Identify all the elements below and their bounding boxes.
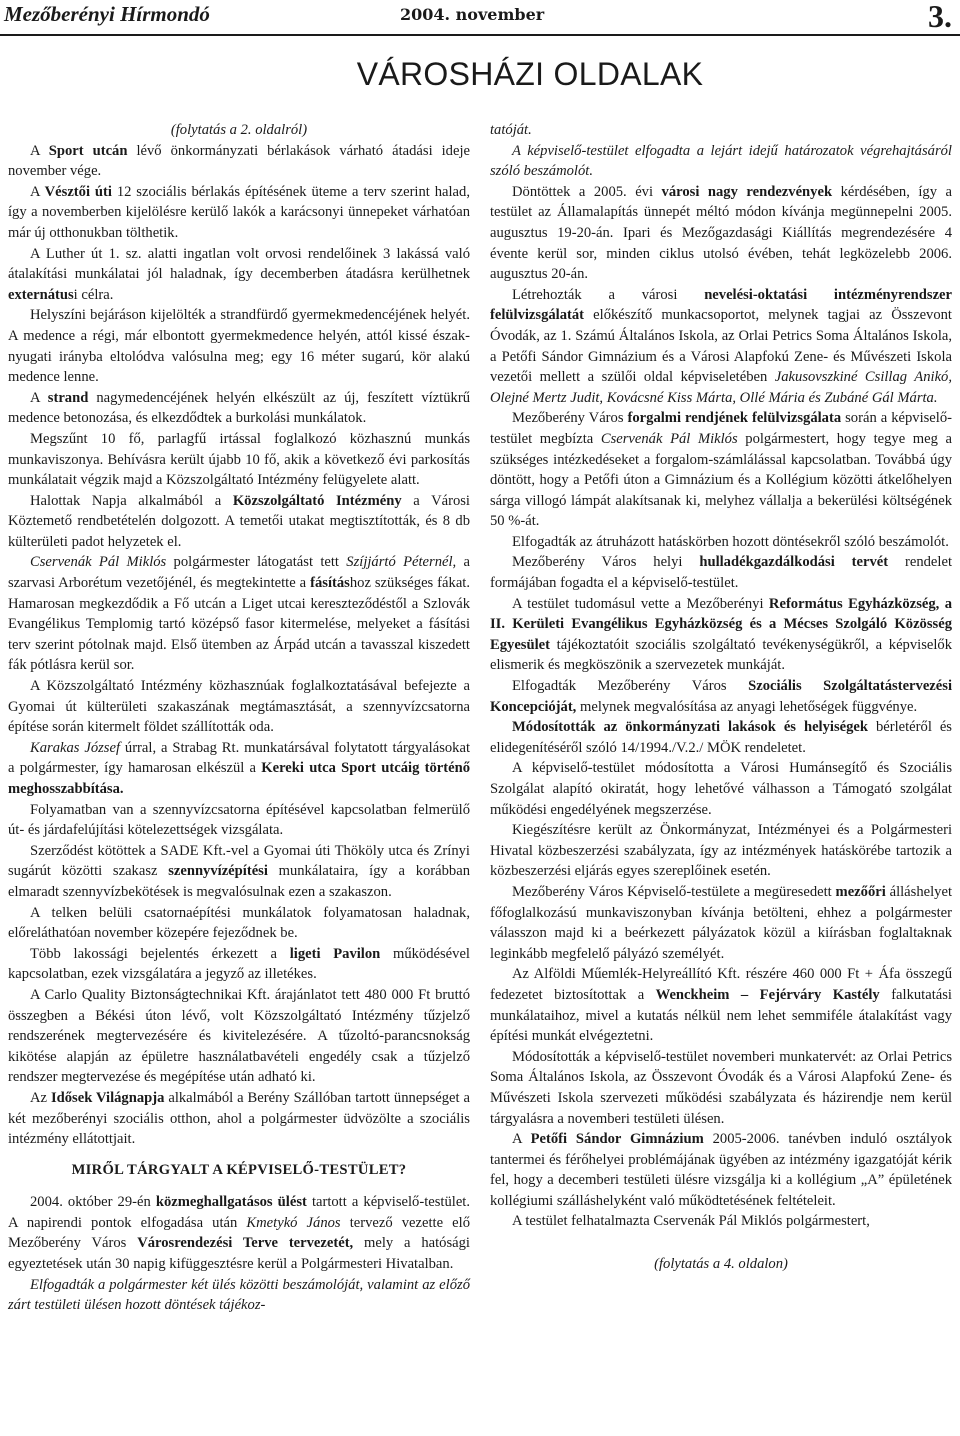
paragraph bbox=[8, 903, 470, 944]
paragraph bbox=[490, 1047, 952, 1129]
paragraph bbox=[8, 1192, 470, 1274]
bold-run: közmeghallgatásos ülést bbox=[155, 1194, 307, 1211]
bold-run: Wenckheim – Fejérváry Kastély bbox=[655, 986, 880, 1003]
text-run: úrral, a Strabag Rt. munkatársával folytatott tárgyalásokat a polgármester, így hamarosan elkészül a bbox=[8, 739, 470, 777]
italic-run: tatóját. bbox=[490, 122, 532, 138]
text-run: a Városi Köztemető rendbetételén dolgozott. A temetői utakat megtisztították, és 8 db külterületi padot helyzetek el. bbox=[8, 492, 470, 550]
bold-run: Református Egyházközség, a II. Kerületi Evangélikus Egyházközség és a Mécses Szolgáló Közösség Egyesület bbox=[490, 595, 952, 653]
bold-run: fásítás bbox=[310, 575, 350, 592]
italic-run: Kmetykó János bbox=[246, 1214, 341, 1231]
paragraph bbox=[490, 882, 952, 964]
paragraph bbox=[490, 120, 952, 141]
continuation-note bbox=[490, 1254, 952, 1275]
text-run: A bbox=[512, 1131, 531, 1148]
text-run: mely a hatósági egyeztetések után 30 napig kifüggesztésre kerül a Polgármesteri Hivatalban. bbox=[8, 1235, 470, 1273]
text-run: A Luther út 1. sz. alatti ingatlan volt orvosi rendelőinek 3 lakássá való átalakítási munkálatai jól haladnak, így decemberben átadásra kerülhetnek bbox=[8, 245, 470, 283]
paragraph bbox=[8, 738, 470, 800]
paragraph bbox=[490, 141, 952, 182]
paragraph bbox=[8, 305, 470, 387]
bold-run: Városrendezési Terve tervezetét, bbox=[137, 1235, 354, 1252]
text-run: tartott a képviselő-testület. A napirendi pontok elfogadása után bbox=[8, 1194, 470, 1231]
bold-run: Idősek Világnapja bbox=[50, 1089, 165, 1106]
text-run: Megszűnt 10 fő, parlagfű irtással foglalkozó közhasznú munkás munkaviszonya. Behívásra került újabb 10 fő, akik a következő évi parkosítás munkálatait végzik majd a Közszolgáltató Intézmény felügyelete alatt. bbox=[8, 430, 470, 489]
paragraph bbox=[8, 985, 470, 1088]
paragraph bbox=[8, 676, 470, 738]
text-run: Mezőberény Város Képviselő-testülete a megüresedett bbox=[512, 883, 836, 900]
text-run: MIRŐL TÁRGYALT A KÉPVISELŐ-TESTÜLET? bbox=[71, 1161, 407, 1178]
bold-run: Petőfi Sándor Gimnázium bbox=[530, 1131, 704, 1148]
text-run: kérdésében, így a testület az Államalapítás ünnepét méltó módon kívánja megünnepelni 2005. augusztus 19-20-án. Ipari és Mezőgazdasági Kiállítás megrendezésére 4 évente kerül sor, minden ciklus utolsó évében, tehát legközelebb 2006. augusztus 20-án. bbox=[490, 183, 953, 283]
text-run: Mezőberény Város bbox=[512, 410, 628, 427]
text-run: Szerződést kötöttek a SADE Kft.-vel a Gyomai úti Thököly utca és Zrínyi sugárút közötti szakasz bbox=[8, 842, 470, 880]
text-run: Helyszíni bejáráson kijelölték a strandfürdő gyermekmedencéjének helyét. A medence a régi, már elbontott gyermekmedence helyén, attól kissé észak-nyugati irányba eltolódva valósulna meg; egy 16 méter sugarú, kör alakú medence lenne. bbox=[8, 307, 470, 386]
text-run: (folytatás a 2. oldalról) bbox=[170, 122, 308, 138]
text-run: álláshelyet főfoglalkozású munkaviszonyban kívánja betölteni, ehhez a polgármester válasszon majd ki a beérkezett pályázatok közül a kiírásban foglaltaknak leginkább megfelelő pályázó személyét. bbox=[490, 883, 952, 962]
text-run: A bbox=[30, 183, 45, 200]
text-run: Döntöttek a 2005. évi bbox=[512, 183, 662, 200]
text-run: Létrehozták a városi bbox=[512, 286, 705, 303]
italic-run: A képviselő-testület elfogadta a lejárt idejű határozatok végrehajtásáról szóló beszámolót. bbox=[490, 142, 952, 180]
paragraph bbox=[490, 676, 952, 717]
text-run: A bbox=[30, 142, 49, 159]
bold-run: Szociális Szolgáltatástervezési Koncepcióját, bbox=[490, 678, 952, 715]
text-run: 12 szociális bérlakás építésének üteme a terv szerint halad, így a novemberben kijelölésre kerülő lakók a karácsonyi ünnepeket várhatóan már új otthonukban tölthetik. bbox=[8, 183, 470, 241]
paragraph bbox=[490, 594, 952, 676]
text-run: nagymedencéjének helyén elkészült az új, feszített víztükrű medence betonozása, és elkezdődtek a burkolási munkálatok. bbox=[8, 389, 470, 427]
issue-date: 2004. november bbox=[400, 5, 545, 24]
bold-run: Kereki utca Sport utcáig történő meghosszabbítása. bbox=[8, 760, 470, 797]
left-column bbox=[8, 120, 470, 1316]
bold-run: ligeti Pavilon bbox=[289, 945, 381, 962]
bold-run: hulladékgazdálkodási tervét bbox=[699, 554, 889, 571]
paragraph bbox=[490, 717, 952, 758]
paragraph bbox=[8, 1088, 470, 1150]
section-title: VÁROSHÁZI OLDALAK bbox=[356, 56, 704, 92]
text-run: munkálataira, így a korábban elmaradt szennyvízbekötések is megvalósulnak ezen a szakaszon. bbox=[8, 863, 470, 900]
paragraph bbox=[8, 800, 470, 841]
text-run: A telken belüli csatornaépítési munkálatok folyamatosan haladnak, előreláthatóan november közepére fejeződnek be. bbox=[8, 904, 470, 942]
text-run: rendelet formájában fogadta el a képviselő-testület. bbox=[490, 554, 952, 592]
paragraph bbox=[490, 1211, 952, 1232]
bold-run: városi nagy rendezvények bbox=[661, 183, 833, 200]
paragraph bbox=[8, 388, 470, 429]
text-run: Elfogadták az átruházott hatáskörben hozott döntésekről szóló beszámolót. bbox=[512, 533, 949, 550]
bold-run: nevelési-oktatási intézményrendszer felülvizsgálatát bbox=[490, 286, 952, 324]
text-run: Az bbox=[30, 1089, 51, 1106]
bold-run: Vésztői úti bbox=[44, 183, 112, 200]
text-run: előkészítő munkacsoportot, melynek tagjai az Összevont Óvodák, az 1. Számú Általános Iskola, az Orlai Petrics Soma Általános Iskola, a Petőfi Sándor Gimnázium és a Városi Alapfokú Zene- és Művészeti Iskola vezetői mellett a szülői oldal képviseletében bbox=[490, 307, 952, 386]
text-run: Kiegészítésre került az Önkormányzat, Intézményei és a Polgármesteri Hivatal közbeszerzési szabályzata, így az intézmények hatáskörébe tartozik a közbeszerzési eljárás egyes szereplőinek esetén. bbox=[490, 822, 952, 880]
paragraph bbox=[490, 532, 952, 553]
text-run: Elfogadták Mezőberény Város bbox=[512, 678, 749, 695]
paragraph bbox=[490, 285, 952, 409]
paragraph bbox=[8, 944, 470, 985]
bold-run: strand bbox=[47, 389, 89, 406]
text-run: A Carlo Quality Biztonságtechnikai Kft. árajánlatot tett 480 000 Ft bruttó összegben a Békési úton lévő, volt Közszolgáltató Intézmény tűzjelző rendszerének megtervezésére és kivitelezésére. A tűzoltó-parancsnokság kikötése alapján az épületre használatbavételi engedély csak a tűzjelző rendszer megtervezése és megépítése után adható ki. bbox=[8, 986, 470, 1086]
bold-run: forgalmi rendjének felülvizsgálata bbox=[627, 410, 842, 427]
text-run: alkalmából a Berény Szállóban tartott ünnepséget a két mezőberényi szociális otthon, ahol a polgármester üdvözölte a szociális intézmény ellátottjait. bbox=[8, 1089, 470, 1148]
text-run: falkutatási munkálataihoz, mivel a kutatás nélkül nem lehet semmiféle átalakítást vagy építési munkát elvégeztetni. bbox=[490, 986, 952, 1045]
paragraph bbox=[8, 841, 470, 903]
paragraph bbox=[490, 408, 952, 532]
text-run: i célra. bbox=[73, 286, 114, 303]
italic-run: Szíjjártó Péternél, bbox=[346, 554, 457, 571]
section-heading bbox=[8, 1160, 470, 1181]
italic-run: Cservenák Pál Miklós bbox=[30, 554, 167, 571]
text-run: melynek megvalósítása az anyagi lehetőségek függvénye. bbox=[576, 698, 918, 715]
right-column bbox=[490, 120, 952, 1275]
bold-run: externátus bbox=[8, 286, 74, 303]
text-run: a szarvasi Arborétum vezetőjénél, és megtekintette a bbox=[8, 554, 470, 592]
paragraph bbox=[8, 491, 470, 553]
text-run: Módosították a képviselő-testület novemberi munkatervét: az Orlai Petrics Soma Általános Iskola, az Összevont Óvodák és a Városi Alapfokú Zene- és Művészeti Iskola szervezeti működési szabályzata és házirendje nem kerül tárgyalásra a novemberi testületi ülésen. bbox=[490, 1048, 952, 1127]
bold-run: szennyvízépítési bbox=[168, 863, 268, 880]
text-run: Halottak Napja alkalmából a bbox=[30, 492, 233, 509]
bold-run: Sport utcán bbox=[48, 142, 128, 159]
text-run: Folyamatban van a szennyvízcsatorna építésével kapcsolatban felmerülő út- és járdafelújítási kötelezettségek vizsgálata. bbox=[8, 801, 470, 839]
text-run: Mezőberény Város helyi bbox=[512, 554, 700, 571]
italic-run: Karakas József bbox=[30, 739, 121, 756]
text-run: A képviselő-testület módosította a Városi Humánsegítő és Szociális Szolgálat alapító okiratát, hogy lehetővé válhasson a Támogató szolgálat működési engedélyének megszerzése. bbox=[490, 760, 952, 818]
paragraph bbox=[490, 552, 952, 593]
text-run: bérletéről és elidegenítéséről szóló 14/1994./V.2./ MÖK rendeletet. bbox=[490, 719, 952, 756]
bold-run: mezőőri bbox=[835, 883, 886, 900]
text-run: (folytatás a 4. oldalon) bbox=[654, 1256, 788, 1273]
paragraph bbox=[490, 820, 952, 882]
masthead bbox=[0, 0, 960, 36]
text-run: hoz szükséges fákat. Hamarosan megkezdődik a Fő utcán a Liget utcai kereszteződéstől a Szlovák Evangélikus Templomig tartó középső fasor kitermelése, melyeket a fásítási terv szerint pótolnak majd. Első ütemben az Árpád utcán a tavasszal kiszedett fák pótlásra kerül sor. bbox=[8, 575, 470, 674]
paragraph bbox=[490, 758, 952, 820]
paragraph bbox=[8, 429, 470, 491]
text-run: működésével kapcsolatban, ezek vizsgálatára a jegyző az illetékes. bbox=[8, 945, 470, 983]
text-run: tervező vezette elő Mezőberény Város bbox=[8, 1214, 470, 1252]
italic-run: Elfogadták a polgármester két ülés közötti beszámolóját, valamint az előző zárt testületi ülésen hozott döntések tájékoz- bbox=[8, 1276, 470, 1314]
text-run: A testület felhatalmazta Cservenák Pál Miklós polgármestert, bbox=[512, 1213, 870, 1230]
paragraph bbox=[8, 182, 470, 244]
bold-run: Közszolgáltató Intézmény bbox=[232, 492, 402, 509]
publication-title: Mezőberényi Hírmondó bbox=[4, 2, 210, 26]
paragraph bbox=[8, 1275, 470, 1316]
paragraph bbox=[490, 182, 952, 285]
text-run: során a képviselő-testület megbízta bbox=[490, 410, 952, 447]
paragraph bbox=[490, 964, 952, 1046]
text-run: A bbox=[30, 389, 48, 406]
paragraph bbox=[8, 552, 470, 676]
italic-run: Jakusovszkiné Csillag Anikó, Olejné Mertz Judit, Kovácsné Kiss Márta, Ollé Mária és Zubáné Gál Márta. bbox=[490, 369, 952, 406]
paragraph bbox=[8, 244, 470, 306]
text-run: lévő önkormányzati bérlakások várható átadási ideje november vége. bbox=[8, 142, 470, 180]
paragraph bbox=[8, 141, 470, 182]
bold-run: Módosították az önkormányzati lakások és helyiségek bbox=[512, 719, 868, 736]
text-run: 2005-2006. tanévben induló osztályok tantermei és férőhelyei problémájának ügyében az intézmény igazgatóját kérik fel, hogy a decemberi testületi ülésre vizsgálja ki a kollégium „A” épületének kollégiumi szálláshelyként való működtetésének feltételeit. bbox=[490, 1131, 952, 1209]
text-run: Több lakossági bejelentés érkezett a bbox=[30, 945, 290, 962]
text-run: tájékoztatóit szociális szolgáltató tevékenységükről, a képviselők elismerik és megköszönik a szervezetek munkáját. bbox=[490, 636, 952, 674]
text-run: A Közszolgáltató Intézmény közhasznúak foglalkoztatásával befejezte a Gyomai út külterületi szakaszának megtámasztását, a szennyvízcsatorna építése során kitermelt földet szállították oda. bbox=[8, 678, 470, 736]
text-run: polgármestert, hogy tegye meg a szükséges intézkedéseket a forgalom-számlálással kapcsolatban. Továbbá úgy döntött, hogy a Petőfi úton a Gimnázium és a Kollégium közötti átkelőhelyen sárga villogó lámpát alakítsanak ki, melyhez vállalja a bekerülési költségének 50 %-át. bbox=[490, 430, 952, 530]
text-run: Az Alföldi Műemlék-Helyreállító Kft. részére 460 000 Ft + Áfa összegű fedezetet biztosítottak a bbox=[490, 966, 952, 1003]
page-number: 3. bbox=[928, 0, 952, 34]
italic-run: Cservenák Pál Miklós bbox=[600, 430, 738, 447]
paragraph bbox=[490, 1129, 952, 1211]
text-run: polgármester látogatást tett bbox=[166, 554, 347, 571]
text-run: 2004. október 29-én bbox=[30, 1194, 156, 1211]
text-run: A testület tudomásul vette a Mezőberényi bbox=[512, 595, 769, 612]
continuation-note bbox=[8, 120, 470, 141]
